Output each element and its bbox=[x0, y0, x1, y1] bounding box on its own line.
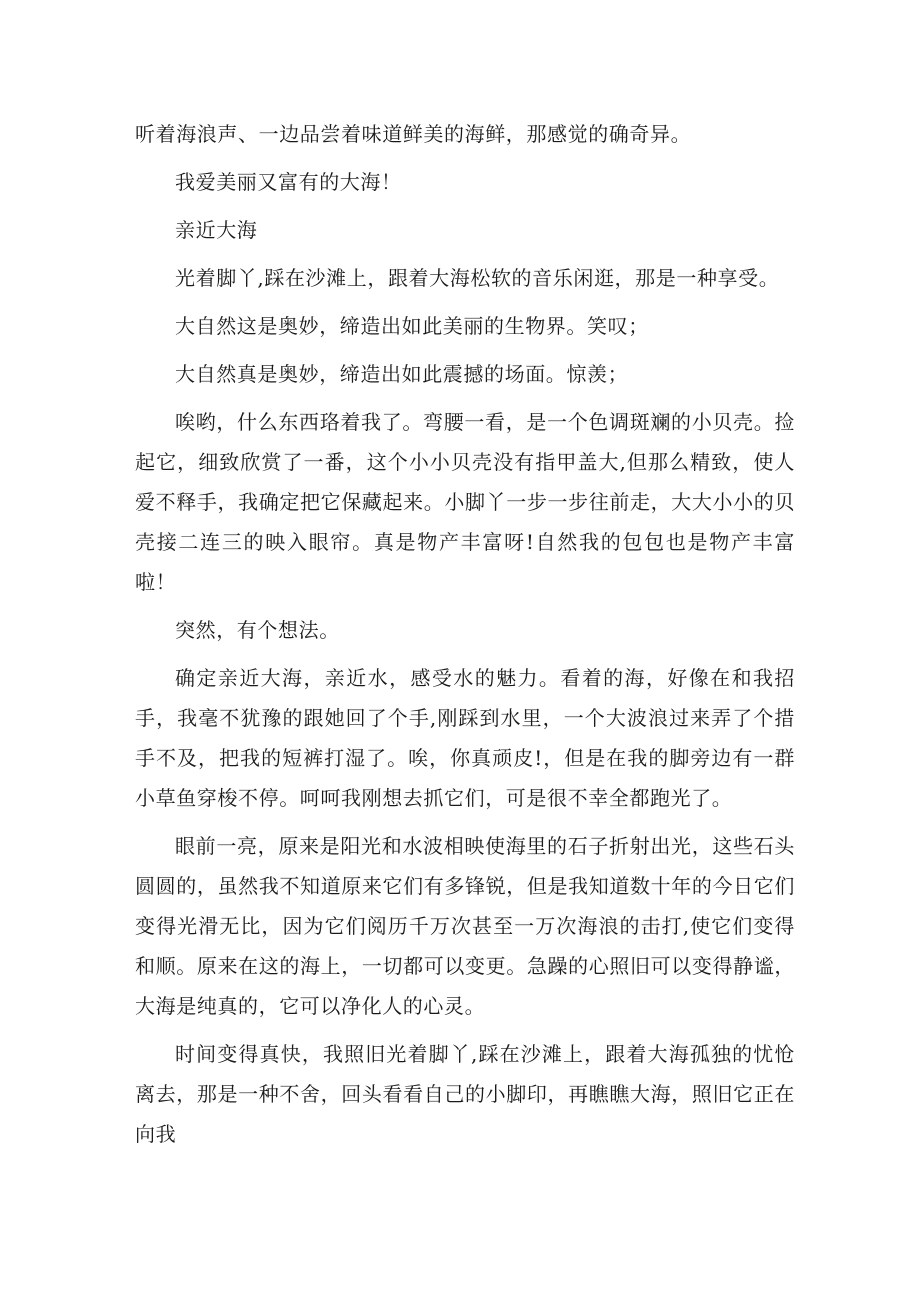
document-body bbox=[135, 114, 795, 1162]
paragraph-7: 唉哟，什么东西珞着我了。弯腰一看，是一个色调斑斓的小贝壳。捡起它，细致欣赏了一番，这个小小贝壳没有指甲盖大,但那么精致，使人爱不释手，我确定把它保藏起来。小脚丫一步一步往前走，大大小小的贝壳接二连三的映入眼帘。真是物产丰富呀!自然我的包包也是物产丰富啦！ bbox=[135, 410, 795, 594]
paragraph-8: 突然，有个想法。 bbox=[175, 618, 340, 642]
paragraph-5: 大自然这是奥妙，缔造出如此美丽的生物界。笑叹； bbox=[175, 314, 649, 338]
paragraph-9: 确定亲近大海，亲近水，感受水的魅力。看着的海，好像在和我招手，我毫不犹豫的跟她回了个手,刚踩到水里，一个大波浪过来弄了个措手不及，把我的短裤打湿了。唉，你真顽皮!，但是在我的脚旁边有一群小草鱼穿梭不停。呵呵我刚想去抓它们，可是很不幸全都跑光了。 bbox=[135, 666, 795, 810]
paragraph-10: 眼前一亮，原来是阳光和水波相映使海里的石子折射出光，这些石头圆圆的，虽然我不知道原来它们有多锋锐，但是我知道数十年的今日它们变得光滑无比，因为它们阅历千万次甚至一万次海浪的击打,使它们变得和顺。原来在这的海上，一切都可以变更。急躁的心照旧可以变得静谧，大海是纯真的，它可以净化人的心灵。 bbox=[135, 834, 795, 1018]
paragraph-6: 大自然真是奥妙，缔造出如此震撼的场面。惊羡； bbox=[175, 362, 629, 386]
paragraph-11: 时间变得真快，我照旧光着脚丫,踩在沙滩上，跟着大海孤独的忧怆离去，那是一种不舍，回头看看自己的小脚印，再瞧瞧大海，照旧它正在向我 bbox=[135, 1042, 795, 1146]
paragraph-2: 我爱美丽又富有的大海！ bbox=[175, 170, 402, 194]
paragraph-4: 光着脚丫,踩在沙滩上，跟着大海松软的音乐闲逛，那是一种享受。 bbox=[175, 266, 780, 290]
section-heading: 亲近大海 bbox=[175, 218, 258, 242]
paragraph-1: 听着海浪声、一边品尝着味道鲜美的海鲜，那感觉的确奇异。 bbox=[135, 122, 692, 146]
